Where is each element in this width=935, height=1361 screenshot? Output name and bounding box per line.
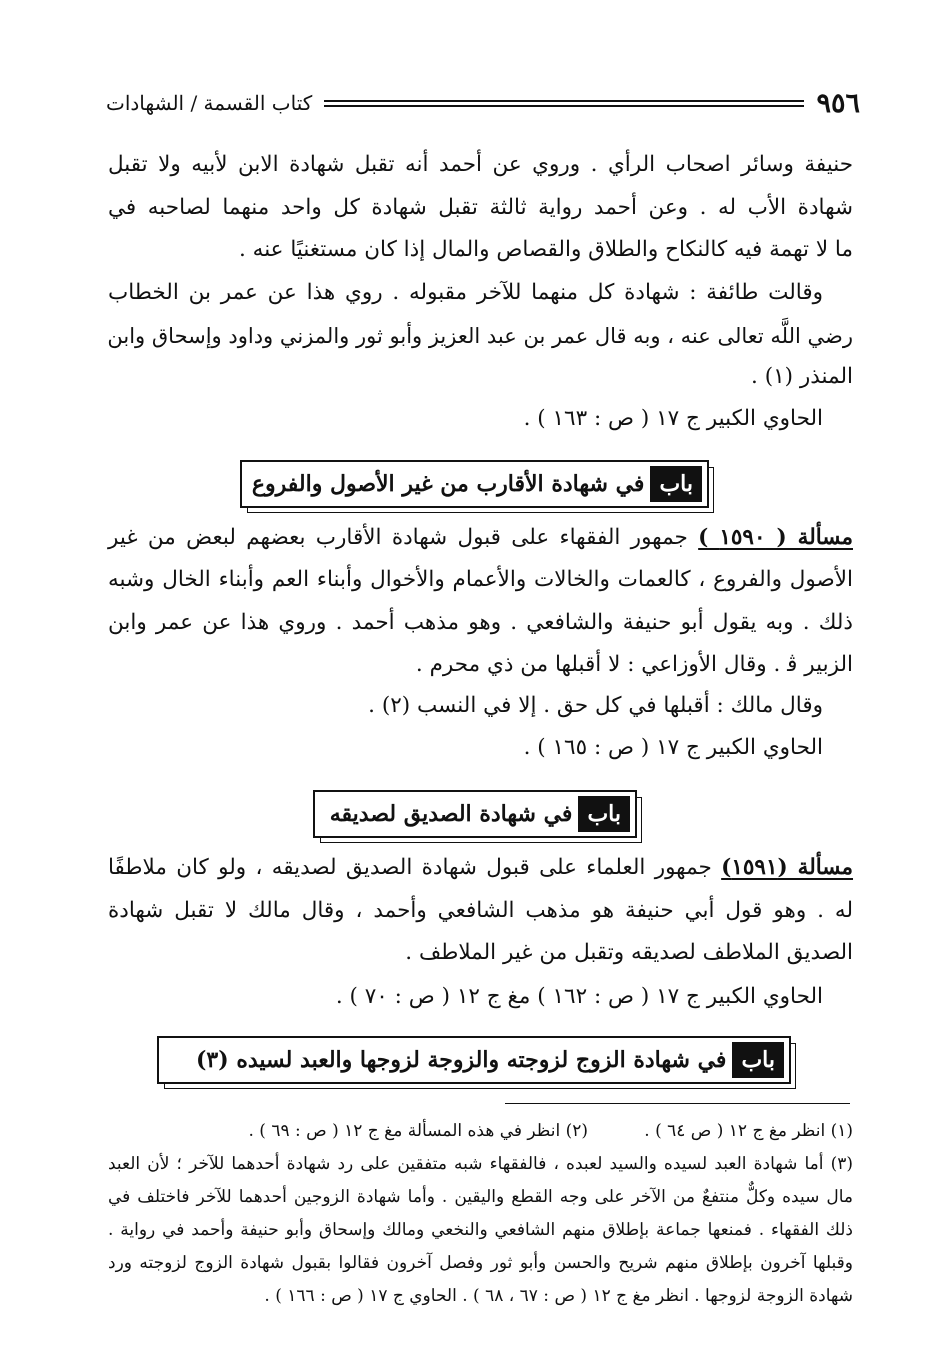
masala-number: مسألة (١٥٩١) [721,855,854,880]
masala-number: مسألة ( ١٥٩٠ ) [698,525,853,550]
footnote-3-line: (٣) أما شهادة العبد لسيده والسيد لعبده ، فالفقهاء شبه متفقين على رد شهادة أحدهما للآخر ؛ لأن العبد [108,1154,853,1174]
bab-label: باب [732,1042,784,1078]
text-line: حنيفة وسائر اصحاب الرأي . وروي عن أحمد أنه تقبل شهادة الابن لأبيه ولا تقبل [108,152,853,177]
text-line [108,523,853,553]
text-line: وقالت طائفة : شهادة كل منهما للآخر مقبوله . روي هذا عن عمر بن الخطاب [108,280,823,305]
text-line: الزبير ﭬ . وقال الأوزاعي : لا أقبلها من ذي محرم . [415,652,853,677]
footnote-2: (٢) انظر في هذه المسألة مغ ج ١٢ ( ص : ٦٩ ) . [248,1121,588,1141]
header-double-rule [324,100,804,107]
bab-label: باب [578,796,630,832]
text-line: الصديق الملاطف لصديقه وتقبل من غير الملاطف . [405,940,853,965]
section-title: في شهادة الزوج لزوجته والزوجة لزوجها والعبد لسيده (٣) [196,1047,727,1073]
reference-line: الحاوي الكبير ج ١٧ ( ص : ١٦٢ ) مغ ج ١٢ ( ص : ٧٠ ) . [335,984,823,1009]
footnote-separator [505,1103,850,1104]
footnote-1: (١) انظر مغ ج ١٢ ( ص ٦٤ ) . [644,1121,853,1141]
footnote-row [108,1117,853,1146]
section-title: في شهادة الأقارب من غير الأصول والفروع [251,471,645,497]
text-line: رضي اللَّه تعالى عنه ، وبه قال عمر بن عبد العزيز وأبو ثور والمزني وداود وإسحاق وابن [107,324,853,348]
reference-line: الحاوي الكبير ج ١٧ ( ص : ١٦٥ ) . [523,735,823,760]
section-heading-box [157,1036,791,1084]
page-number: ٩٥٦ [816,87,860,119]
text-line: شهادة الأب له . وعن أحمد رواية ثالثة تقبل شهادة كل واحد منهما لصاحبه في [108,195,853,220]
masala-text: جمهور العلماء على قبول شهادة الصديق لصديقه ، ولو كان ملاطفًا [108,855,722,880]
footnote-3-line: مال سيده وكلٌّ منتفعٌ من الآخر على وجه القطع واليقين . وأما شهادة الزوجين أحدهما للآخر فاختلف في [108,1187,853,1207]
footnote-3-line: وقبلها آخرون بإطلاق منهم شريح والحسن وأبو ثور وفصل آخرون فقالوا بقبول شهادة الزوج لزوجته ورد [108,1253,853,1273]
masala-text: جمهور الفقهاء على قبول شهادة الأقارب بعضهم لبعض من غير [108,525,699,550]
section-heading-box [240,460,709,508]
text-line: المنذر (١) . [751,364,853,389]
page-header [106,86,860,120]
text-line: ذلك . وبه يقول أبو حنيفة والشافعي . وهو مذهب أحمد . وروي هذا عن عمر وابن [108,610,853,635]
bab-label: باب [650,466,702,502]
footnote-3-line: شهادة الزوجة لزوجها . انظر مغ ج ١٢ ( ص : ٦٧ ، ٦٨ ) . الحاوي ج ١٧ ( ص : ١٦٦ ) . [264,1286,853,1306]
text-line [108,853,853,883]
text-line: الأصول والفروع ، كالعمات والخالات والأعمام والأخوال وأبناء العم وأبناء الخال وشبه [108,567,853,592]
text-line: ما لا تهمة فيه كالنكاح والطلاق والقصاص والمال إذا كان مستغنيًا عنه . [239,237,853,262]
text-line: وقال مالك : أقبلها في كل حق . إلا في النسب (٢) . [368,693,823,718]
section-title: في شهادة الصديق لصديقه [329,801,573,827]
footnote-3-line: ذلك الفقهاء . فمنعها جماعة بإطلاق منهم الشافعي والنخعي ومالك وإسحاق وأبو حنيفة وأحمد في رواية . [108,1220,853,1240]
reference-line: الحاوي الكبير ج ١٧ ( ص : ١٦٣ ) . [523,406,823,431]
section-heading-box [313,790,637,838]
running-title: كتاب القسمة / الشهادات [106,91,313,115]
text-line: له . وهو قول أبي حنيفة هو مذهب الشافعي وأحمد ، وقال مالك لا تقبل شهادة [108,898,853,923]
